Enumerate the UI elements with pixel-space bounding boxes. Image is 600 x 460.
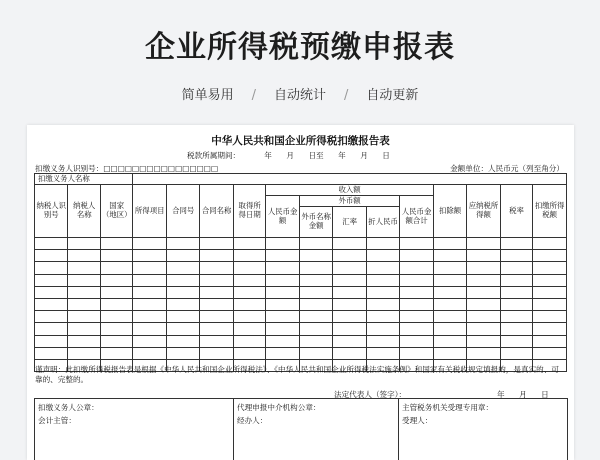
table-cell[interactable] (500, 323, 532, 335)
table-cell[interactable] (500, 250, 532, 262)
table-cell[interactable] (400, 335, 433, 347)
table-cell[interactable] (500, 335, 532, 347)
table-cell[interactable] (400, 238, 433, 250)
tax-period: 税款所属期间： 年 月 日至 年 月 日 (187, 151, 390, 160)
table-cell[interactable] (35, 298, 68, 310)
table-cell[interactable] (166, 311, 199, 323)
table-cell[interactable] (333, 311, 366, 323)
table-cell[interactable] (266, 238, 299, 250)
table-cell[interactable] (233, 274, 265, 286)
agency-seal-label: 代理申报中介机构公章： (237, 403, 321, 412)
table-cell[interactable] (500, 262, 532, 274)
table-cell[interactable] (166, 238, 199, 250)
table-cell[interactable] (433, 238, 466, 250)
table-cell[interactable] (68, 250, 100, 262)
table-cell[interactable] (133, 262, 166, 274)
table-cell[interactable] (233, 262, 265, 274)
table-cell[interactable] (200, 238, 233, 250)
table-cell[interactable] (299, 262, 332, 274)
table-cell[interactable] (100, 323, 133, 335)
table-row (35, 298, 567, 310)
table-cell[interactable] (133, 238, 166, 250)
table-cell[interactable] (100, 298, 133, 310)
table-cell[interactable] (400, 274, 433, 286)
table-cell[interactable] (299, 274, 332, 286)
table-cell[interactable] (35, 335, 68, 347)
table-row (35, 238, 567, 250)
table-cell[interactable] (467, 274, 500, 286)
table-cell[interactable] (366, 238, 399, 250)
table-cell[interactable] (166, 250, 199, 262)
col-income-item: 所得项目 (133, 185, 166, 238)
table-cell[interactable] (100, 238, 133, 250)
separator: / (251, 88, 256, 103)
table-cell[interactable] (266, 250, 299, 262)
table-cell[interactable] (433, 274, 466, 286)
table-cell[interactable] (35, 250, 68, 262)
table-cell[interactable] (400, 286, 433, 298)
table-cell[interactable] (366, 262, 399, 274)
table-cell[interactable] (100, 250, 133, 262)
table-cell[interactable] (467, 323, 500, 335)
agency-seal-cell (233, 399, 399, 460)
table-cell[interactable] (533, 238, 567, 250)
table-cell[interactable] (166, 323, 199, 335)
table-cell[interactable] (433, 347, 466, 359)
table-cell[interactable] (68, 274, 100, 286)
withholding-table (34, 173, 567, 372)
table-row (35, 323, 567, 335)
table-cell[interactable] (500, 347, 532, 359)
table-cell[interactable] (467, 347, 500, 359)
table-cell[interactable] (433, 262, 466, 274)
table-cell[interactable] (333, 262, 366, 274)
table-cell[interactable] (166, 274, 199, 286)
table-cell[interactable] (35, 262, 68, 274)
table-cell[interactable] (266, 274, 299, 286)
table-cell[interactable] (68, 298, 100, 310)
table-cell[interactable] (133, 286, 166, 298)
withholder-seal-label: 扣缴义务人公章： (38, 403, 99, 412)
table-cell[interactable] (366, 311, 399, 323)
table-cell[interactable] (500, 311, 532, 323)
table-cell[interactable] (35, 274, 68, 286)
feature-easy-to-use: 简单易用 (181, 88, 234, 103)
footer-seals (34, 398, 568, 460)
table-cell[interactable] (433, 335, 466, 347)
table-cell[interactable] (533, 250, 567, 262)
table-cell[interactable] (400, 298, 433, 310)
table-cell[interactable] (68, 286, 100, 298)
col-foreign-group: 外币额 (299, 196, 399, 207)
col-taxpayer-id: 纳税人识别号 (35, 185, 68, 238)
table-cell[interactable] (68, 335, 100, 347)
table-cell[interactable] (133, 298, 166, 310)
col-income-date: 取得所得日期 (233, 185, 265, 238)
table-cell[interactable] (366, 274, 399, 286)
amount-unit-note: 金额单位：人民币元（列至角分） (450, 164, 564, 173)
table-row (35, 274, 567, 286)
table-cell[interactable] (68, 311, 100, 323)
col-contract-name: 合同名称 (200, 185, 233, 238)
table-cell[interactable] (100, 286, 133, 298)
table-cell[interactable] (366, 347, 399, 359)
table-cell[interactable] (299, 335, 332, 347)
table-cell[interactable] (100, 311, 133, 323)
col-foreign-amount: 外币名称金额 (299, 207, 332, 238)
table-cell[interactable] (35, 238, 68, 250)
withholder-name-field[interactable] (133, 174, 567, 185)
table-row (35, 311, 567, 323)
table-cell[interactable] (35, 323, 68, 335)
feature-auto-statistics: 自动统计 (273, 88, 326, 103)
receiver-label: 受理人： (402, 416, 433, 425)
table-cell[interactable] (333, 335, 366, 347)
table-cell[interactable] (133, 274, 166, 286)
table-cell[interactable] (68, 347, 100, 359)
table-cell[interactable] (200, 286, 233, 298)
table-cell[interactable] (467, 298, 500, 310)
table-cell[interactable] (366, 298, 399, 310)
table-cell[interactable] (500, 238, 532, 250)
table-cell[interactable] (366, 323, 399, 335)
signature-date: 年 月 日 (497, 390, 549, 399)
table-cell[interactable] (100, 335, 133, 347)
table-cell[interactable] (100, 262, 133, 274)
table-cell[interactable] (133, 347, 166, 359)
table-cell[interactable] (400, 311, 433, 323)
table-cell[interactable] (166, 286, 199, 298)
table-cell[interactable] (400, 250, 433, 262)
table-cell[interactable] (333, 323, 366, 335)
table-cell[interactable] (233, 298, 265, 310)
withholder-id-field[interactable]: 扣缴义务人识别号：□□□□□□□□□□□□□□□□ (35, 164, 219, 173)
table-cell[interactable] (100, 347, 133, 359)
table-cell[interactable] (299, 323, 332, 335)
table-cell[interactable] (200, 274, 233, 286)
table-cell[interactable] (533, 274, 567, 286)
table-cell[interactable] (400, 262, 433, 274)
page-title: 企业所得税预缴申报表 (145, 30, 455, 65)
table-cell[interactable] (233, 311, 265, 323)
col-exchange-rate: 汇率 (333, 207, 366, 238)
col-taxpayer-name: 纳税人名称 (68, 185, 100, 238)
withholder-seal-cell (35, 399, 233, 460)
table-cell[interactable] (166, 347, 199, 359)
table-cell[interactable] (133, 335, 166, 347)
table-cell[interactable] (133, 311, 166, 323)
table-cell[interactable] (266, 286, 299, 298)
feature-list (0, 84, 600, 103)
table-cell[interactable] (299, 311, 332, 323)
table-cell[interactable] (533, 298, 567, 310)
tax-office-seal-label: 主管税务机关受理专用章： (402, 403, 494, 412)
table-cell[interactable] (467, 311, 500, 323)
table-cell[interactable] (266, 262, 299, 274)
table-cell[interactable] (266, 335, 299, 347)
table-cell[interactable] (200, 323, 233, 335)
table-cell[interactable] (299, 298, 332, 310)
table-cell[interactable] (299, 347, 332, 359)
table-cell[interactable] (266, 347, 299, 359)
col-withheld-tax: 扣缴所得税额 (533, 185, 567, 238)
col-country: 国家（地区） (100, 185, 133, 238)
form-title: 中华人民共和国企业所得税扣缴报告表 (211, 135, 390, 147)
table-cell[interactable] (35, 347, 68, 359)
table-cell[interactable] (533, 262, 567, 274)
table-cell[interactable] (333, 286, 366, 298)
table-cell[interactable] (200, 298, 233, 310)
table-cell[interactable] (200, 311, 233, 323)
table-cell[interactable] (433, 323, 466, 335)
table-cell[interactable] (68, 262, 100, 274)
table-cell[interactable] (533, 286, 567, 298)
table-row (35, 286, 567, 298)
table-cell[interactable] (233, 286, 265, 298)
table-cell[interactable] (433, 250, 466, 262)
table-cell[interactable] (35, 286, 68, 298)
table-cell[interactable] (68, 238, 100, 250)
separator: / (344, 88, 349, 103)
table-cell[interactable] (68, 323, 100, 335)
handler-label: 经办人： (237, 416, 268, 425)
feature-auto-update: 自动更新 (366, 88, 419, 103)
table-row (35, 347, 567, 359)
table-cell[interactable] (500, 286, 532, 298)
table-cell[interactable] (433, 286, 466, 298)
table-cell[interactable] (433, 311, 466, 323)
table-cell[interactable] (467, 238, 500, 250)
table-cell[interactable] (333, 298, 366, 310)
table-cell[interactable] (200, 262, 233, 274)
table-cell[interactable] (266, 311, 299, 323)
col-rmb-total: 人民币金额合计 (400, 196, 433, 238)
table-cell[interactable] (333, 238, 366, 250)
table-cell[interactable] (333, 274, 366, 286)
table-cell[interactable] (166, 298, 199, 310)
table-cell[interactable] (533, 311, 567, 323)
table-row (35, 335, 567, 347)
table-cell[interactable] (533, 335, 567, 347)
table-cell[interactable] (467, 262, 500, 274)
table-cell[interactable] (233, 347, 265, 359)
table-cell[interactable] (266, 323, 299, 335)
col-contract-no: 合同号 (166, 185, 199, 238)
table-cell[interactable] (533, 347, 567, 359)
col-converted-rmb: 折人民币 (366, 207, 399, 238)
table-cell[interactable] (266, 298, 299, 310)
table-cell[interactable] (366, 286, 399, 298)
table-cell[interactable] (200, 250, 233, 262)
table-cell[interactable] (200, 347, 233, 359)
table-cell[interactable] (333, 347, 366, 359)
declaration-text: 谨声明：此扣缴所得税报告表是根据《中华人民共和国企业所得税法》、《中华人民共和国企业所得税法实施条例》和国家有关税收规定填报的，是真实的、可靠的、完整的。 (35, 365, 559, 385)
table-cell[interactable] (366, 335, 399, 347)
table-cell[interactable] (400, 347, 433, 359)
table-cell[interactable] (333, 250, 366, 262)
col-tax-rate: 税率 (500, 185, 532, 238)
table-cell[interactable] (133, 323, 166, 335)
table-cell[interactable] (400, 323, 433, 335)
table-cell[interactable] (100, 274, 133, 286)
tax-office-cell (398, 399, 568, 460)
table-cell[interactable] (533, 323, 567, 335)
table-cell[interactable] (166, 335, 199, 347)
table-cell[interactable] (166, 262, 199, 274)
table-cell[interactable] (433, 298, 466, 310)
table-cell[interactable] (500, 274, 532, 286)
table-cell[interactable] (200, 335, 233, 347)
table-cell[interactable] (133, 250, 166, 262)
table-cell[interactable] (299, 238, 332, 250)
table-cell[interactable] (467, 286, 500, 298)
table-row (35, 262, 567, 274)
table-cell[interactable] (299, 286, 332, 298)
form-sheet (27, 125, 574, 460)
col-rmb-amount: 人民币金额 (266, 196, 299, 238)
table-cell[interactable] (233, 238, 265, 250)
table-cell[interactable] (299, 250, 332, 262)
table-cell[interactable] (233, 250, 265, 262)
table-cell[interactable] (467, 250, 500, 262)
table-cell[interactable] (467, 335, 500, 347)
table-cell[interactable] (366, 250, 399, 262)
col-deduction: 扣除额 (433, 185, 466, 238)
col-taxable-income: 应纳税所得额 (467, 185, 500, 238)
withholder-name-label: 扣缴义务人名称 (35, 174, 133, 185)
col-income-group: 收入额 (266, 185, 433, 196)
table-cell[interactable] (233, 335, 265, 347)
accountant-label: 会计主管： (38, 416, 76, 425)
table-cell[interactable] (35, 311, 68, 323)
legal-rep-signature: 法定代表人（签字）： (334, 390, 407, 399)
table-cell[interactable] (500, 298, 532, 310)
table-cell[interactable] (233, 323, 265, 335)
table-row (35, 250, 567, 262)
